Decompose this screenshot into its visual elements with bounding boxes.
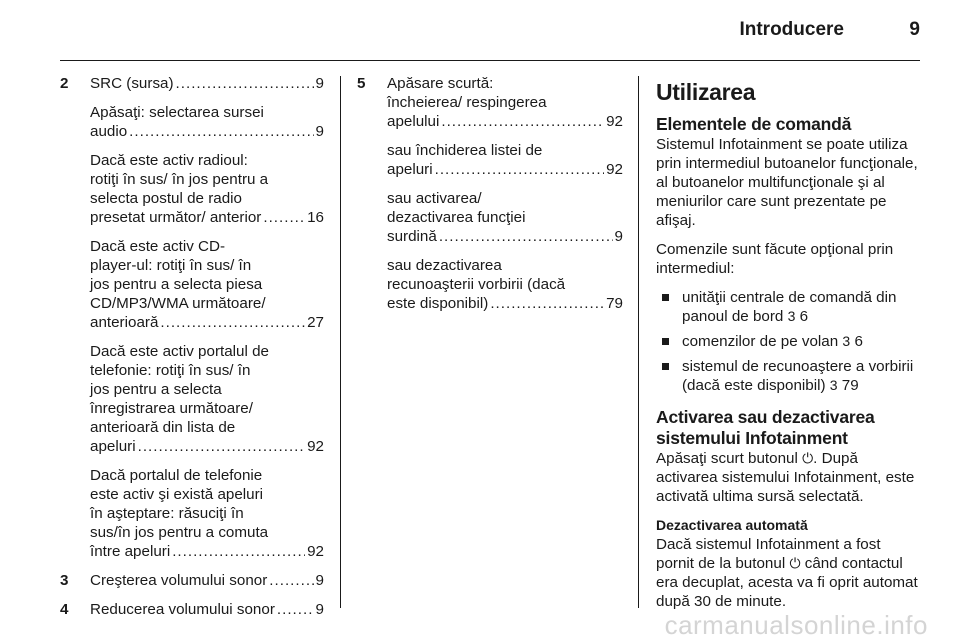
item-5: 5 Apăsare scurtă: încheierea/ respingerea apelului ..... 92 (357, 74, 623, 131)
column-divider-2 (638, 76, 639, 608)
reference-arrow-icon: 3 (787, 308, 796, 324)
toc-entry: SRC (sursa) ..... 9 (90, 74, 324, 93)
paragraph: Comenzile sunt făcute opţional prin intermediul: (656, 241, 894, 277)
item-3: 3 Creşterea volumului sonor ..... 9 (60, 571, 324, 590)
item-2 (60, 74, 324, 93)
item-2-press: Apăsaţi: selectarea sursei audio ..... 9 (60, 103, 324, 141)
column-divider-1 (340, 76, 341, 608)
page-ref: 9 (315, 123, 324, 140)
page-ref: 9 (614, 228, 623, 245)
subsection-heading: Elementele de comandă (656, 114, 852, 134)
item-number: 3 (60, 572, 69, 589)
bullet-square-icon (662, 338, 669, 345)
item-5-close-list: sau închiderea listei de apeluri ..... 92 (357, 141, 623, 179)
column-2 (357, 74, 623, 323)
page-ref: 79 (606, 295, 623, 312)
page-ref: 92 (307, 438, 324, 455)
power-icon: ⏻ (789, 555, 801, 571)
paragraph: Sistemul Infotainment se poate utiliza prin intermediul butoanelor funcţionale, al butoanelor multifuncţionale şi al meniurilor care sunt prezentate pe afişaj. (656, 136, 918, 229)
item-5-voice: sau dezactivarea recunoaşterii vorbirii (dacă este disponibil) ..... 79 (357, 256, 623, 313)
list-item: comenzilor de pe volan 3 6 (656, 332, 922, 351)
item-number: 4 (60, 601, 69, 618)
power-icon: ⏻ (802, 450, 814, 466)
page-ref: 6 (854, 333, 863, 350)
page-ref: 79 (841, 377, 859, 394)
item-2-phone: Dacă este activ portalul de telefonie: rotiţi în sus/ în jos pentru a selecta înregistrarea următoare/ anterioară din lista de apeluri ..... 92 (60, 342, 324, 456)
page-ref: 27 (307, 314, 324, 331)
item-2-cd: Dacă este activ CD- player-ul: rotiţi în sus/ în jos pentru a selecta piesa CD/MP3/WMA următoare/ anterioară ..... 27 (60, 237, 324, 332)
reference-arrow-icon: 3 (842, 333, 851, 349)
page-ref: 9 (315, 75, 324, 92)
page-ref: 9 (315, 572, 324, 589)
watermark: carmanualsonline.info (664, 610, 928, 640)
item-4: 4 Reducerea volumului sonor ..... 9 (60, 600, 324, 619)
page-ref: 92 (606, 161, 623, 178)
item-number: 5 (357, 75, 366, 92)
bullet-square-icon (662, 363, 669, 370)
minor-heading: Dezactivarea automată (656, 517, 808, 533)
page-ref: 9 (315, 601, 324, 618)
page-number: 9 (909, 19, 920, 40)
page-ref: 92 (307, 543, 324, 560)
paragraph: Apăsaţi scurt butonul ⏻. După activarea sistemului Infotainment, este activată ultima sursă selectată. (656, 450, 915, 505)
section-heading: Utilizarea (656, 79, 756, 105)
item-2-radio: Dacă este activ radioul: rotiţi în sus/ în jos pentru a selecta postul de radio presetat următor/ anterior ..... 16 (60, 151, 324, 227)
page-ref: 92 (606, 113, 623, 130)
list-item: sistemul de recunoaştere a vorbirii (dacă este disponibil) 3 79 (656, 357, 922, 395)
column-3 (656, 74, 922, 621)
page-header (60, 0, 920, 62)
item-2-waiting-calls: Dacă portalul de telefonie este activ şi există apeluri în aşteptare: răsuciţi în sus/în jos pentru a comuta între apeluri ..... 92 (60, 466, 324, 561)
bullet-square-icon (662, 294, 669, 301)
paragraph: Dacă sistemul Infotainment a fost pornit de la butonul ⏻ când contactul era decuplat, acesta va fi oprit automat după 30 de minute. (656, 536, 918, 610)
reference-arrow-icon: 3 (829, 377, 838, 393)
page-ref: 6 (799, 308, 809, 325)
item-number: 2 (60, 75, 69, 92)
page-title: Introducere (739, 19, 844, 40)
column-1 (60, 74, 324, 629)
list-item: unităţii centrale de comandă din panoul de bord 3 6 (656, 288, 922, 326)
page-ref: 16 (307, 209, 324, 226)
subsection-heading: Activarea sau dezactivarea sistemului Infotainment (656, 407, 875, 448)
header-rule (60, 60, 920, 61)
item-5-mute: sau activarea/ dezactivarea funcţiei surdină ..... 9 (357, 189, 623, 246)
